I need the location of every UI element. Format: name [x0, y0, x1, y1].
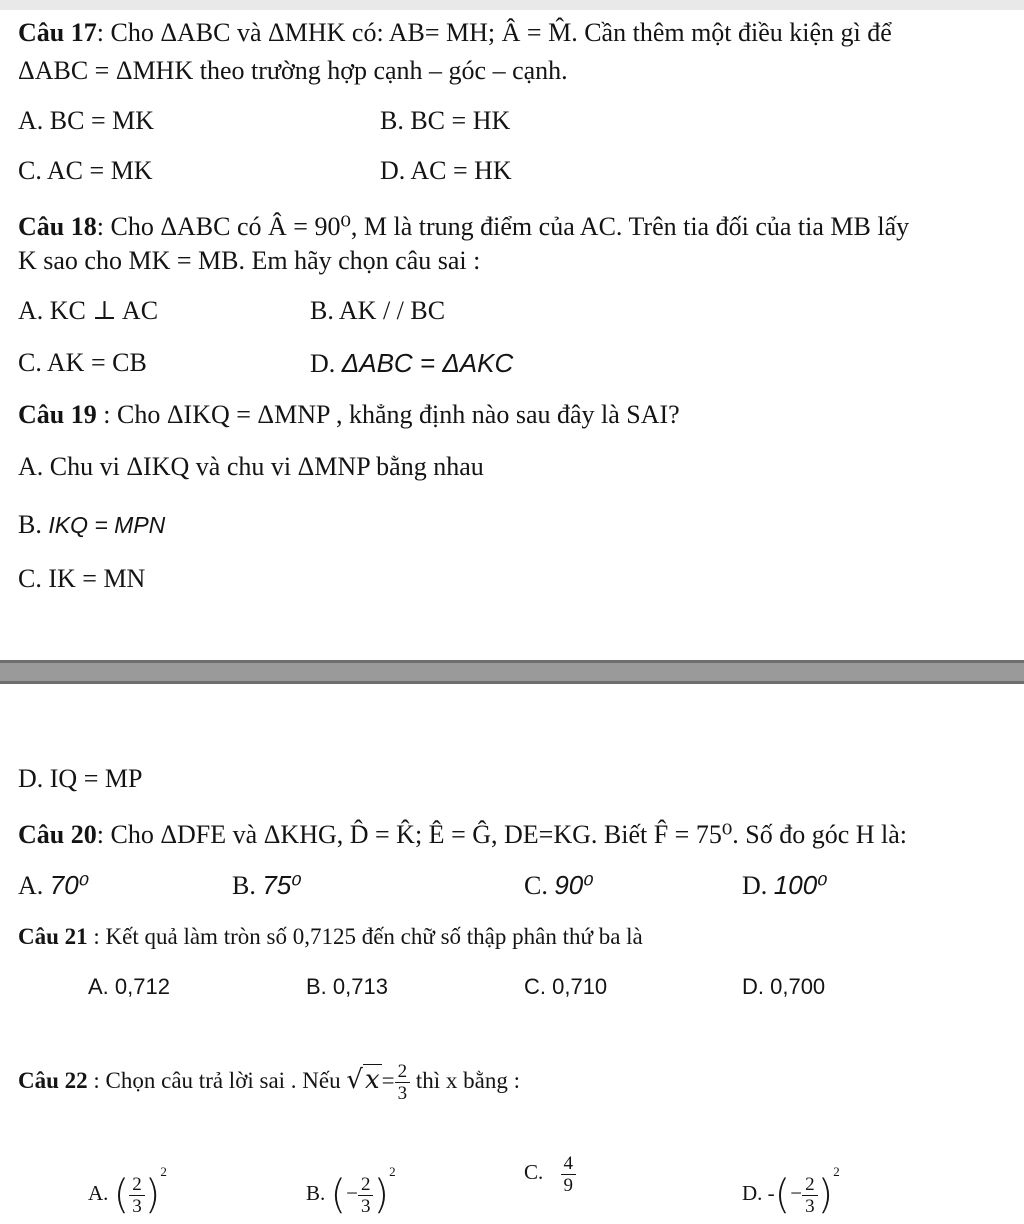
q22-a-num: 2: [129, 1175, 145, 1196]
q22-a-lparen: (: [113, 1172, 130, 1219]
q22-c-fraction: [561, 1154, 577, 1195]
q22-option-a-label: A.: [88, 1181, 109, 1205]
q22-eq: =: [381, 1067, 395, 1093]
q22-text-pre: : Chọn câu trả lời sai . Nếu: [87, 1067, 341, 1093]
q17-option-d: D. AC = HK: [380, 156, 512, 185]
q22-d-lparen: (: [774, 1172, 791, 1219]
q22-b-fraction: [358, 1175, 374, 1216]
sqrt-symbol: √x: [346, 1064, 380, 1095]
q21-option-b: B. 0,713: [306, 974, 388, 999]
q22-b-den: 3: [360, 1195, 371, 1217]
q18-label: Câu 18: [18, 212, 97, 241]
q22-b-lparen: (: [330, 1172, 347, 1219]
q22-a-exp: 2: [160, 1164, 167, 1179]
q19-line1: [18, 398, 680, 432]
q19-option-b-formula: IKQ = MPN: [48, 512, 166, 538]
q22-frac-den: 3: [397, 1083, 408, 1104]
q22-b-exp: 2: [389, 1164, 396, 1179]
q20-option-b-value: 75⁰: [262, 870, 302, 900]
q20-option-a-label: A.: [18, 871, 44, 900]
q22-d-den: 3: [805, 1195, 815, 1217]
q22-b-num: 2: [358, 1175, 374, 1196]
q19-text1: : Cho ΔIKQ = ΔMNP , khẳng định nào sau đây là SAI?: [96, 400, 680, 429]
q18-option-b: B. AK / / BC: [310, 296, 446, 325]
q22-frac-num: 2: [395, 1062, 411, 1083]
q22-d-fraction: [802, 1175, 818, 1216]
q18-text1: : Cho ΔABC có Â = 90⁰, M là trung điểm của AC. Trên tia đối của tia MB lấy: [96, 212, 910, 241]
q20-option-c-label: C.: [524, 871, 548, 900]
q19-option-c: C. IK = MN: [18, 564, 146, 593]
q22-d-exp: 2: [833, 1164, 840, 1179]
q18-option-a: A. KC ⊥ AC: [18, 296, 159, 325]
q19-option-b-label: B.: [18, 510, 42, 539]
q18-line1: [18, 210, 909, 244]
q21-option-c: C. 0,710: [524, 974, 608, 999]
q22-a-fraction: [129, 1175, 145, 1216]
q22-fraction: [395, 1062, 411, 1103]
q20-text1: : Cho ΔDFE và ΔKHG, D̂ = K̂; Ê = Ĝ, DE=KG. Biết F̂ = 75⁰. Số đo góc H là:: [96, 820, 908, 849]
q22-option-c-label: C.: [524, 1160, 544, 1184]
q21-option-d: D. 0,700: [742, 974, 826, 999]
top-strip: [0, 0, 1024, 10]
q22-radicand: x: [364, 1064, 380, 1095]
q22-d-prefix: -: [767, 1181, 775, 1205]
q18-option-d: [310, 346, 513, 381]
q19-option-b: [18, 508, 165, 542]
q20-option-c: [524, 868, 594, 903]
q22-c-num: 4: [561, 1154, 577, 1175]
q22-option-b-label: B.: [306, 1181, 326, 1205]
q17-option-b: B. BC = HK: [380, 106, 511, 135]
page-divider: [0, 660, 1024, 684]
q20-line1: [18, 818, 907, 852]
q19-label: Câu 19: [18, 400, 97, 429]
q22-text-post: thì x bằng :: [415, 1067, 520, 1093]
q18-option-d-label: D.: [310, 349, 336, 378]
q20-option-d-label: D.: [742, 871, 768, 900]
q18-line2: K sao cho MK = MB. Em hãy chọn câu sai :: [18, 246, 481, 275]
q22-d-minus: −: [790, 1181, 803, 1205]
q21-text1: : Kết quả làm tròn số 0,7125 đến chữ số thập phân thứ ba là: [87, 924, 643, 949]
q17-option-a: A. BC = MK: [18, 106, 155, 135]
q17-line1: [18, 16, 892, 50]
q21-line1: [18, 920, 643, 954]
q22-b-minus: −: [346, 1181, 358, 1205]
q20-option-d-value: 100⁰: [773, 870, 828, 900]
q20-option-b-label: B.: [232, 871, 256, 900]
q17-label: Câu 17: [18, 18, 97, 47]
q22-d-rparen: ): [817, 1172, 834, 1219]
q22-a-rparen: ): [144, 1172, 161, 1219]
q22-option-d: [742, 1150, 840, 1219]
q21-label: Câu 21: [18, 924, 88, 949]
q22-option-a: [88, 1150, 167, 1219]
q20-option-c-value: 90⁰: [554, 870, 594, 900]
q17-line2: ΔABC = ΔMHK theo trường hợp cạnh – góc – cạnh.: [18, 56, 568, 85]
q22-b-rparen: ): [373, 1172, 390, 1219]
q22-option-c: [524, 1150, 576, 1195]
q22-option-d-label: D.: [742, 1181, 763, 1205]
q17-text1: : Cho ΔABC và ΔMHK có: AB= MH; Â = M̂. Cần thêm một điều kiện gì để: [96, 18, 892, 47]
q20-option-d: [742, 868, 828, 903]
q22-label: Câu 22: [18, 1067, 88, 1093]
q20-option-a: [18, 868, 89, 903]
q22-line1: [18, 1062, 520, 1103]
q18-option-c: C. AK = CB: [18, 348, 147, 377]
q22-a-den: 3: [132, 1195, 142, 1217]
q19-option-d: D. IQ = MP: [18, 764, 143, 793]
q17-option-c: C. AC = MK: [18, 156, 153, 185]
q20-option-b: [232, 868, 302, 903]
q20-label: Câu 20: [18, 820, 97, 849]
q21-option-a: A. 0,712: [88, 974, 170, 999]
q22-d-num: 2: [802, 1175, 818, 1196]
q18-option-d-formula: ΔABC = ΔAKC: [341, 348, 514, 378]
q22-c-den: 9: [563, 1174, 574, 1196]
q20-option-a-value: 70⁰: [49, 870, 90, 900]
q22-option-b: [306, 1150, 396, 1219]
q19-option-a: A. Chu vi ΔIKQ và chu vi ΔMNP bằng nhau: [18, 452, 484, 481]
